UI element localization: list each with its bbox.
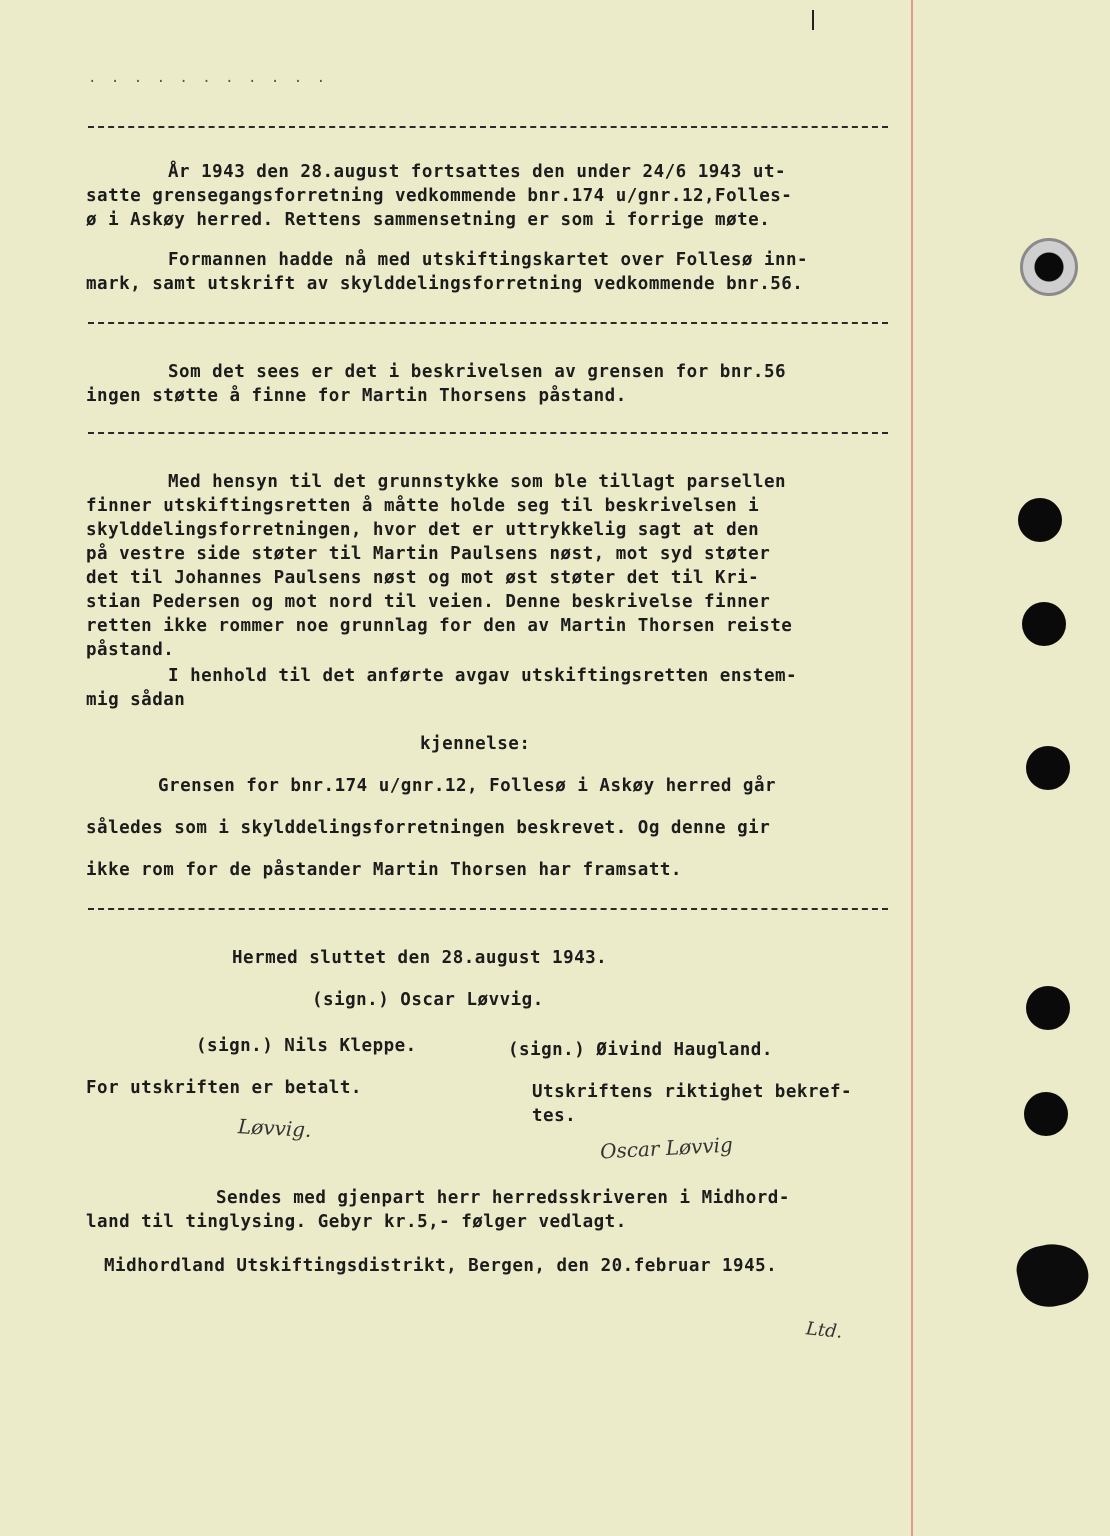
send-line1: Sendes med gjenpart herr herredsskriveren i Midhord- <box>216 1188 790 1208</box>
para2-line1: Formannen hadde nå med utskiftingskartet over Follesø inn- <box>168 250 809 270</box>
dashed-separator <box>88 432 888 434</box>
signature-oscar: (sign.) Oscar Løvvig. <box>312 990 544 1010</box>
ruling-line1: Grensen for bnr.174 u/gnr.12, Follesø i Askøy herred går <box>158 776 777 796</box>
para2-line2: mark, samt utskrift av skylddelingsforretning vedkommende bnr.56. <box>86 274 804 294</box>
punch-hole-reinforced-icon <box>1020 238 1078 296</box>
punch-hole-icon <box>1022 602 1066 646</box>
para4-line7: retten ikke rommer noe grunnlag for den av Martin Thorsen reiste <box>86 616 793 636</box>
concluded-line: Hermed sluttet den 28.august 1943. <box>232 948 608 968</box>
send-line2: land til tinglysing. Gebyr kr.5,- følger vedlagt. <box>86 1212 627 1232</box>
punch-hole-icon <box>1018 498 1062 542</box>
ruling-heading: kjennelse: <box>420 734 531 754</box>
para5-line2: mig sådan <box>86 690 186 710</box>
certified-line1: Utskriftens riktighet bekref- <box>532 1082 853 1102</box>
para4-line4: på vestre side støter til Martin Paulsens nøst, mot syd støter <box>86 544 771 564</box>
dotted-leader: . . . . . . . . . . . <box>88 70 329 86</box>
dashed-separator <box>88 908 888 910</box>
torn-corner-hole-icon <box>1012 1237 1093 1312</box>
punch-hole-icon <box>1024 1092 1068 1136</box>
signature-nils: (sign.) Nils Kleppe. <box>196 1036 417 1056</box>
ruling-line3: ikke rom for de påstander Martin Thorsen har framsatt. <box>86 860 682 880</box>
para4-line5: det til Johannes Paulsens nøst og mot øst støter det til Kri- <box>86 568 760 588</box>
para4-line3: skylddelingsforretningen, hvor det er uttrykkelig sagt at den <box>86 520 760 540</box>
para1-line2: satte grensegangsforretning vedkommende bnr.174 u/gnr.12,Folles- <box>86 186 793 206</box>
top-tick-mark <box>812 10 814 30</box>
para3-line2: ingen støtte å finne for Martin Thorsens påstand. <box>86 386 627 406</box>
para4-line8: påstand. <box>86 640 175 660</box>
para1-line1: År 1943 den 28.august fortsattes den under 24/6 1943 ut- <box>168 162 787 182</box>
payment-note: For utskriften er betalt. <box>86 1078 362 1098</box>
para3-line1: Som det sees er det i beskrivelsen av grensen for bnr.56 <box>168 362 787 382</box>
handwritten-initials: Ltd. <box>805 1318 844 1343</box>
punch-hole-icon <box>1026 986 1070 1030</box>
para4-line6: stian Pedersen og mot nord til veien. Denne beskrivelse finner <box>86 592 771 612</box>
dashed-separator <box>88 126 888 128</box>
margin-line <box>911 0 913 1536</box>
para4-line1: Med hensyn til det grunnstykke som ble tillagt parsellen <box>168 472 787 492</box>
dashed-separator <box>88 322 888 324</box>
handwritten-signature-right: Oscar Løvvig <box>599 1132 734 1164</box>
place-date-line: Midhordland Utskiftingsdistrikt, Bergen, den 20.februar 1945. <box>104 1256 778 1276</box>
punch-hole-icon <box>1026 746 1070 790</box>
certified-line2: tes. <box>532 1106 577 1126</box>
ruling-line2: således som i skylddelingsforretningen beskrevet. Og denne gir <box>86 818 771 838</box>
handwritten-signature-left: Løvvig. <box>237 1114 313 1142</box>
para1-line3: ø i Askøy herred. Rettens sammensetning er som i forrige møte. <box>86 210 771 230</box>
para4-line2: finner utskiftingsretten å måtte holde seg til beskrivelsen i <box>86 496 760 516</box>
signature-oivind: (sign.) Øivind Haugland. <box>508 1040 773 1060</box>
para5-line1: I henhold til det anførte avgav utskiftingsretten enstem- <box>168 666 798 686</box>
